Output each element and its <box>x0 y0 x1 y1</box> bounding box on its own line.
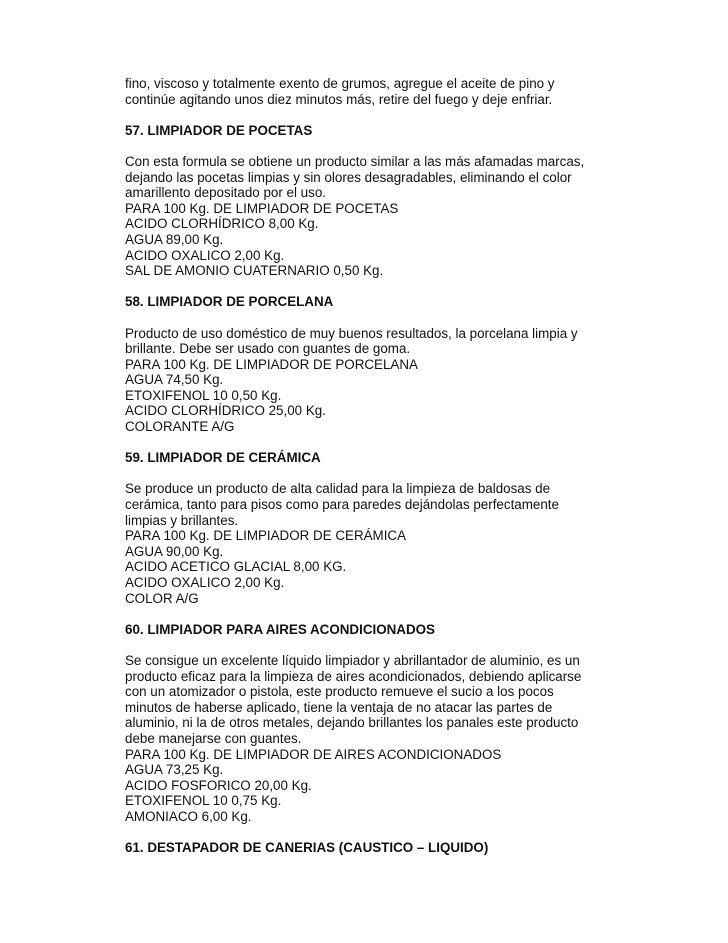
formula-title: PARA 100 Kg. DE LIMPIADOR DE PORCELANA <box>125 356 418 372</box>
intro-paragraph <box>125 76 595 107</box>
formula-title: PARA 100 Kg. DE LIMPIADOR DE CERÁMICA <box>125 528 407 544</box>
text-line: minutos de haberse aplicado, tiene la ventaja de no atacar las partes de <box>125 699 553 715</box>
ingredient-line: ACIDO OXALICO 2,00 Kg. <box>125 247 285 263</box>
ingredient-line: ETOXIFENOL 10 0,75 Kg. <box>125 793 282 809</box>
ingredient-line: ACIDO OXALICO 2,00 Kg. <box>125 575 285 590</box>
text-line: dejando las pocetas limpias y sin olores desagradables, eliminando el color <box>125 169 572 185</box>
ingredient-line: ETOXIFENOL 10 0,50 Kg. <box>125 387 282 403</box>
text-line: con un atomizador o pistola, este producto remueve el sucio a los pocos <box>125 684 554 700</box>
ingredient-line: ACIDO ACETICO GLACIAL 8,00 KG. <box>125 559 347 575</box>
paragraph-gap <box>125 637 595 653</box>
paragraph-gap <box>125 310 595 326</box>
paragraph-gap <box>125 606 595 622</box>
section-body-60 <box>125 653 595 825</box>
ingredient-line: COLOR A/G <box>125 590 199 606</box>
document-page <box>125 76 595 856</box>
ingredient-line: AGUA 89,00 Kg. <box>125 231 224 247</box>
ingredient-line: AMONIACO 6,00 Kg. <box>125 808 252 824</box>
text-line: limpias y brillantes. <box>125 512 239 528</box>
section-body-58 <box>125 326 595 435</box>
section-heading-58: 58. LIMPIADOR DE PORCELANA <box>125 294 334 310</box>
section-body-57 <box>125 154 595 279</box>
ingredient-line: COLORANTE A/G <box>125 419 235 435</box>
text-line: amarillento depositado por el uso. <box>125 185 326 201</box>
text-line: Producto de uso doméstico de muy buenos resultados, la porcelana limpia y <box>125 325 578 341</box>
text-line: brillante. Debe ser usado con guantes de goma. <box>125 341 411 357</box>
paragraph-gap <box>125 466 595 482</box>
text-line: continúe agitando unos diez minutos más, retire del fuego y deje enfriar. <box>125 91 553 107</box>
text-line: producto eficaz para la limpieza de aires acondicionados, debiendo aplicarse <box>125 668 582 684</box>
ingredient-line: ACIDO FOSFORICO 20,00 Kg. <box>125 777 312 793</box>
section-heading-60: 60. LIMPIADOR PARA AIRES ACONDICIONADOS <box>125 621 435 637</box>
text-line: debe manejarse con guantes. <box>125 730 302 746</box>
paragraph-gap <box>125 279 595 295</box>
paragraph-gap <box>125 138 595 154</box>
section-body-59 <box>125 481 595 606</box>
ingredient-line: AGUA 90,00 Kg. <box>125 543 224 559</box>
paragraph-gap <box>125 435 595 451</box>
formula-title: PARA 100 Kg. DE LIMPIADOR DE AIRES ACONDICIONADOS <box>125 746 502 762</box>
ingredient-line: AGUA 73,25 Kg. <box>125 762 224 778</box>
ingredient-line: SAL DE AMONIO CUATERNARIO 0,50 Kg. <box>125 263 384 279</box>
ingredient-line: ACIDO CLORHÍDRICO 8,00 Kg. <box>125 216 319 232</box>
section-heading-57: 57. LIMPIADOR DE POCETAS <box>125 122 313 138</box>
text-line: aluminio, ni la de otros metales, dejando brillantes los panales este producto <box>125 715 579 731</box>
text-line: Con esta formula se obtiene un producto similar a las más afamadas marcas, <box>125 153 585 169</box>
paragraph-gap <box>125 825 595 841</box>
text-line: Se produce un producto de alta calidad para la limpieza de baldosas de <box>125 481 551 497</box>
section-heading-61: 61. DESTAPADOR DE CANERIAS (CAUSTICO – LIQUIDO) <box>125 840 489 856</box>
text-line: cerámica, tanto para pisos como para paredes dejándolas perfectamente <box>125 497 559 513</box>
ingredient-line: AGUA 74,50 Kg. <box>125 372 224 388</box>
text-line: fino, viscoso y totalmente exento de grumos, agregue el aceite de pino y <box>125 76 555 91</box>
ingredient-line: ACIDO CLORHÍDRICO 25,00 Kg. <box>125 403 326 419</box>
text-line: Se consigue un excelente líquido limpiador y abrillantador de aluminio, es un <box>125 652 580 668</box>
section-heading-59: 59. LIMPIADOR DE CERÁMICA <box>125 450 321 466</box>
paragraph-gap <box>125 107 595 123</box>
formula-title: PARA 100 Kg. DE LIMPIADOR DE POCETAS <box>125 200 399 216</box>
